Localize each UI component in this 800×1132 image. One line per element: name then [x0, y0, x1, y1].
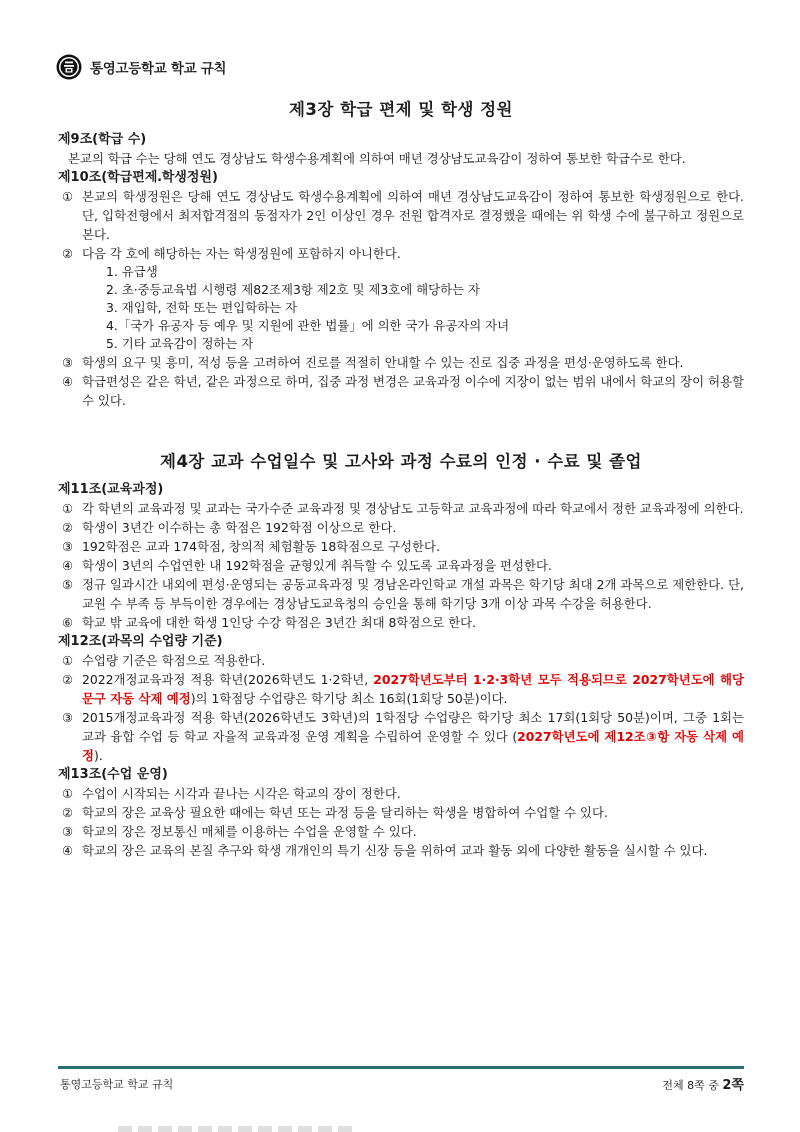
page-counter	[662, 1074, 744, 1093]
article-11-item: ⑥ 학교 밖 교육에 대한 학생 1인당 수강 학점은 3년간 최대 8학점으로 한다.	[62, 615, 477, 630]
article-12-item: ① 수업량 기준은 학점으로 적용한다.	[62, 653, 266, 668]
article-11-title: 제11조(교육과정)	[58, 482, 164, 497]
item-text: 2022개정교육과정 적용 학년(2026학년도 1·2학년,	[82, 672, 374, 687]
sub-item: 1. 유급생	[106, 264, 158, 279]
article-13-title: 제13조(수업 운영)	[58, 767, 168, 782]
school-emblem-icon	[56, 54, 82, 80]
article-10-item: ① 본교의 학생정원은 당해 연도 경상남도 학생수용계획에 의하여 매년 경상남도교육감이 정하여 통보한 학생정원으로 한다. 단, 입학전형에서 최저합격점의 동점자가 2인 이상인 경우 전원 합격자로 결정했을 때에는 위 학생 수에 불구하고 정원으로 본다.	[62, 189, 744, 242]
footer-divider	[58, 1066, 744, 1069]
article-9-text: 본교의 학급 수는 당해 연도 경상남도 학생수용계획에 의하여 매년 경상남도교육감이 정하여 통보한 학급수로 한다.	[68, 151, 686, 166]
page-number: 2쪽	[722, 1078, 744, 1093]
article-12-item: ② 2022개정교육과정 적용 학년(2026학년도 1·2학년, 2027학년도부터 1·2·3학년 모두 적용되므로 2027학년도에 해당 문구 자동 삭제 예정)의 1학점당 수업량은 학기당 최소 16회(1회당 50분)이다.	[62, 672, 744, 706]
article-11-item: ⑤ 정규 일과시간 내외에 편성·운영되는 공동교육과정 및 경남온라인학교 개설 과목은 학기당 최대 2개 과목으로 제한한다. 단, 교원 수 부족 등 부득이한 경우에는 경상남도교육청의 승인을 통해 학기당 3개 이상 과목 수강을 허용한다.	[62, 577, 744, 611]
sub-item: 5. 기타 교육감이 정하는 자	[106, 336, 254, 351]
total-pages: 전체 8쪽 중	[662, 1079, 719, 1092]
chapter-4-title: 제4장 교과 수업일수 및 고사와 과정 수료의 인정 · 수료 및 졸업	[160, 452, 642, 471]
deletion-notice: 2027학년도에 제12조③항 자동 삭제 예정	[82, 729, 745, 763]
sub-item: 3. 재입학, 전학 또는 편입학하는 자	[106, 300, 298, 315]
article-10-item: ③ 학생의 요구 및 흥미, 적성 등을 고려하여 진로를 적절히 안내할 수 있는 진로 집중 과정을 편성·운영하도록 한다.	[62, 355, 684, 370]
scan-artifact	[118, 1126, 358, 1132]
school-rules-title: 통영고등학교 학교 규칙	[90, 61, 227, 77]
sub-item: 2. 초·중등교육법 시행령 제82조제3항 제2호 및 제3호에 해당하는 자	[106, 282, 480, 297]
article-12-item: ③ 2015개정교육과정 적용 학년(2026학년도 3학년)의 1학점당 수업량은 학기당 최소 17회(1회당 50분)이며, 그중 1회는 교과 융합 수업 등 학교 자율적 교육과정 운영 계획을 수립하여 운영할 수 있다 (2027학년도에 제12조③항 자동 삭제 예정).	[62, 710, 745, 763]
article-11-item: ④ 학생이 3년의 수업연한 내 192학점을 균형있게 취득할 수 있도록 교육과정을 편성한다.	[62, 558, 552, 573]
article-10-item: ② 다음 각 호에 해당하는 자는 학생정원에 포함하지 아니한다.	[62, 246, 401, 261]
article-13-item: ③ 학교의 장은 정보통신 매체를 이용하는 수업을 운영할 수 있다.	[62, 824, 417, 839]
article-13-item: ④ 학교의 장은 교육의 본질 추구와 학생 개개인의 특기 신장 등을 위하여 교과 활동 외에 다양한 활동을 실시할 수 있다.	[62, 843, 708, 858]
article-11-item: ② 학생이 3년간 이수하는 총 학점은 192학점 이상으로 한다.	[62, 520, 397, 535]
article-11-item: ① 각 학년의 교육과정 및 교과는 국가수준 교육과정 및 경상남도 고등학교 교육과정에 따라 학교에서 정한 교육과정에 의한다.	[62, 501, 744, 516]
article-13-item: ① 수업이 시작되는 시각과 끝나는 시각은 학교의 장이 정한다.	[62, 786, 401, 801]
footer-school-title: 통영고등학교 학교 규칙	[60, 1078, 174, 1091]
article-13-item: ② 학교의 장은 교육상 필요한 때에는 학년 또는 과정 등을 달리하는 학생을 병합하여 수업할 수 있다.	[62, 805, 608, 820]
deletion-notice: 2027학년도부터 1·2·3학년 모두 적용되므로 2027학년도에 해당 문구 자동 삭제 예정	[82, 672, 744, 706]
document-body	[58, 88, 744, 860]
chapter-3-title: 제3장 학급 편제 및 학생 정원	[288, 100, 514, 119]
article-9-title: 제9조(학급 수)	[58, 132, 147, 147]
item-text: )의 1학점당 수업량은 학기당 최소 16회(1회당 50분)이다.	[190, 691, 508, 706]
item-text: ).	[93, 748, 103, 763]
sub-item: 4.「국가 유공자 등 예우 및 지원에 관한 법률」에 의한 국가 유공자의 자녀	[106, 318, 510, 333]
article-10-title: 제10조(학급편제․학생정원)	[58, 170, 218, 185]
article-12-title: 제12조(과목의 수업량 기준)	[58, 634, 223, 649]
page-header	[56, 52, 226, 82]
article-11-item: ③ 192학점은 교과 174학점, 창의적 체험활동 18학점으로 구성한다.	[62, 539, 440, 554]
item-text: 2015개정교육과정 적용 학년(2026학년도 3학년)의 1학점당 수업량은 학기당 최소 17회(1회당 50분)이며, 그중 1회는 교과 융합 수업 등 학교 자율적 교육과정 운영 계획을 수립하여 운영할 수 있다 (	[82, 710, 744, 744]
article-10-item: ④ 학급편성은 같은 학년, 같은 과정으로 하며, 집중 과정 변경은 교육과정 이수에 지장이 없는 범위 내에서 학교의 장이 허용할 수 있다.	[62, 374, 744, 408]
